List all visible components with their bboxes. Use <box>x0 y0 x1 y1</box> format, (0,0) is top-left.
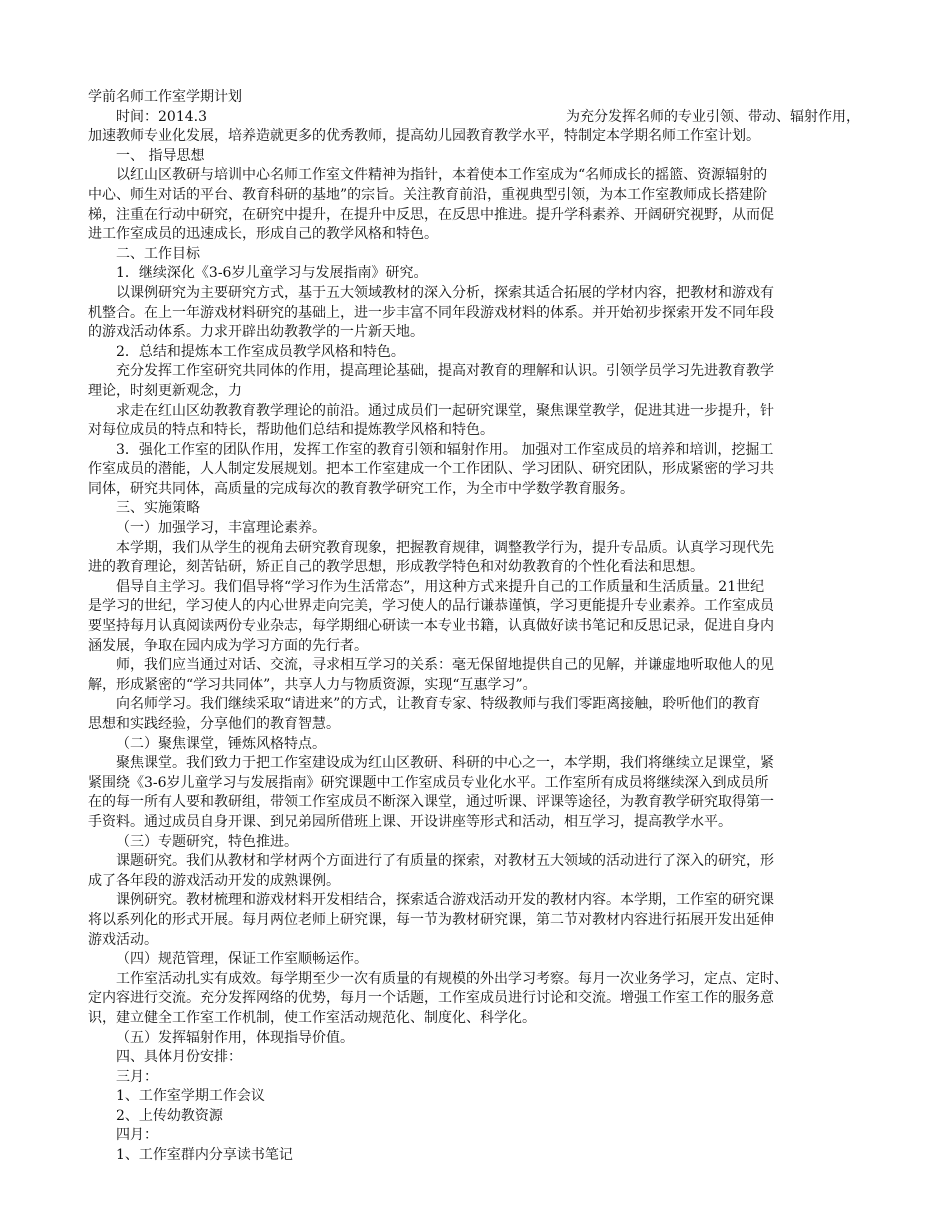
paragraph-line: 进的教育理论，刻苦钻研，矫正自己的教学思想，形成教学特色和对幼教教育的个性化看法和思想。 <box>88 559 704 576</box>
paragraph-line: 以课例研究为主要研究方式，基于五大领域教材的深入分析，探索其适合拓展的学材内容，把教材和游戏有 <box>116 284 774 301</box>
paragraph-line: 解，形成紧密的“学习共同体”，共享人力与物质资源，实现“互惠学习”。 <box>88 676 537 693</box>
paragraph-line: 求走在红山区幼教教育教学理论的前沿。通过成员们一起研究课堂，聚焦课堂教学，促进其进一步提升，针 <box>116 402 774 419</box>
paragraph-line: 倡导自主学习。我们倡导将“学习作为生活常态”，用这种方式来提升自己的工作质量和生活质量。21世纪 <box>116 578 765 595</box>
paragraph-line: 思想和实践经验，分享他们的教育智慧。 <box>88 716 340 732</box>
paragraph-line: 聚焦课堂。我们致力于把工作室建设成为红山区教研、科研的中心之一，本学期，我们将继续立足课堂，紧 <box>116 755 774 772</box>
paragraph-line: 课题研究。我们从教材和学材两个方面进行了有质量的探索，对教材五大领域的活动进行了深入的研究，形 <box>116 853 774 870</box>
strategy-heading-4: （四）规范管理，保证工作室顺畅运作。 <box>116 951 368 968</box>
section-heading-2: 二、工作目标 <box>116 245 200 262</box>
paragraph-line: 成了各年段的游戏活动开发的成熟课例。 <box>88 872 340 889</box>
list-item: 2、上传幼教资源 <box>116 1107 223 1124</box>
paragraph-line: 游戏活动。 <box>88 931 158 948</box>
strategy-heading-1: （一）加强学习，丰富理论素养。 <box>116 520 326 537</box>
paragraph-line: 将以系列化的形式开展。每月两位老师上研究课，每一节为教材研究课，第二节对教材内容进行拓展开发出延伸 <box>88 911 774 928</box>
paragraph-line: 对每位成员的特点和特长，帮助他们总结和提炼教学风格和特色。 <box>88 422 494 439</box>
section-heading-4: 四、具体月份安排： <box>116 1049 242 1066</box>
strategy-heading-5: （五）发挥辐射作用，体现指导价值。 <box>116 1029 354 1046</box>
list-item: 1、工作室学期工作会议 <box>116 1088 265 1105</box>
strategy-heading-2: （二）聚焦课堂，锤炼风格特点。 <box>116 735 326 752</box>
paragraph-line: 涵发展，争取在园内成为学习方面的先行者。 <box>88 637 368 654</box>
paragraph-line: 作室成员的潜能，人人制定发展规划。把本工作室建成一个工作团队、学习团队、研究团队，形成紧密的学习共 <box>88 461 774 478</box>
paragraph-line: 紧围绕《3-6岁儿童学习与发展指南》研究课题中工作室成员专业化水平。工作室所有成员将继续深入到成员所 <box>88 774 769 791</box>
section-heading-3: 三、实施策略 <box>116 500 200 517</box>
intro-line-2: 加速教师专业化发展，培养造就更多的优秀教师，提高幼儿园教育教学水平，特制定本学期名师工作室计划。 <box>88 128 760 145</box>
goal-heading-3: 3．强化工作室的团队作用，发挥工作室的教育引领和辐射作用。 加强对工作室成员的培养和培训，挖掘工 <box>116 441 774 458</box>
paragraph-line: 在的每一所有人要和教研组，带领工作室成员不断深入课堂，通过听课、评课等途径，为教育教学研究取得第一 <box>88 794 774 811</box>
paragraph-line: 手资料。通过成员自身开课、到兄弟园所借班上课、开设讲座等形式和活动，相互学习，提高教学水平。 <box>88 813 732 830</box>
section-heading-1: 一、 指导思想 <box>116 147 205 164</box>
paragraph-line: 是学习的世纪，学习使人的内心世界走向完美，学习使人的品行谦恭谨慎，学习更能提升专业素养。工作室成员 <box>88 598 774 615</box>
time-label: 时间：2014.3 <box>116 108 207 125</box>
goal-heading-2: 2．总结和提炼本工作室成员教学风格和特色。 <box>116 343 405 360</box>
paragraph-line: 机整合。在上一年游戏材料研究的基础上，进一步丰富不同年段游戏材料的体系。并开始初步探索开发不同年段 <box>88 304 774 321</box>
paragraph-line: 工作室活动扎实有成效。每学期至少一次有质量的有规模的外出学习考察。每月一次业务学习，定点、定时、 <box>116 970 788 987</box>
paragraph-line: 的游戏活动体系。力求开辟出幼教教学的一片新天地。 <box>88 324 424 341</box>
paragraph-line: 本学期，我们从学生的视角去研究教育现象，把握教育规律，调整教学行为，提升专品质。认真学习现代先 <box>116 539 774 556</box>
paragraph-line: 同体，研究共同体，高质量的完成每次的教育教学研究工作，为全市中学数学教育服务。 <box>88 480 634 497</box>
paragraph-line: 定内容进行交流。充分发挥网络的优势，每月一个话题，工作室成员进行讨论和交流。增强工作室工作的服务意 <box>88 990 774 1007</box>
paragraph-line: 中心、师生对话的平台、教育科研的基地”的宗旨。关注教育前沿，重视典型引领，为本工作室教师成长搭建阶 <box>88 186 768 203</box>
paragraph-line: 师，我们应当通过对话、交流，寻求相互学习的关系：毫无保留地提供自己的见解，并谦虚地听取他人的见 <box>116 657 774 674</box>
list-item: 1、工作室群内分享读书笔记 <box>116 1147 293 1164</box>
paragraph-line: 进工作室成员的迅速成长，形成自己的教学风格和特色。 <box>88 226 438 243</box>
paragraph-line: 以红山区教研与培训中心名师工作室文件精神为指针，本着使本工作室成为“名师成长的摇篮、资源辐射的 <box>116 167 768 184</box>
doc-title: 学前名师工作室学期计划 <box>88 89 242 105</box>
paragraph-line: 向名师学习。我们继续采取“请进来”的方式，让教育专家、特级教师与我们零距离接触，聆听他们的教育 <box>116 696 761 713</box>
paragraph-line: 梯，注重在行动中研究，在研究中提升，在提升中反思，在反思中推进。提升学科素养、开阔研究视野，从而促 <box>88 206 774 223</box>
month-march: 三月： <box>116 1068 158 1085</box>
paragraph-line: 理论，时刻更新观念，力 <box>88 382 242 399</box>
intro-line-1: 为充分发挥名师的专业引领、带动、辐射作用， <box>566 108 860 125</box>
paragraph-line: 充分发挥工作室研究共同体的作用，提高理论基础，提高对教育的理解和认识。引领学员学习先进教育教学 <box>116 363 774 380</box>
time-intro-line <box>88 108 860 128</box>
paragraph-line: 课例研究。教材梳理和游戏材料开发相结合，探索适合游戏活动开发的教材内容。本学期，工作室的研究课 <box>116 892 774 909</box>
paragraph-line: 要坚持每月认真阅读两份专业杂志，每学期细心研读一本专业书籍，认真做好读书笔记和反思记录，促进自身内 <box>88 618 774 635</box>
strategy-heading-3: （三）专题研究，特色推进。 <box>116 833 298 850</box>
goal-heading-1: 1．继续深化《3-6岁儿童学习与发展指南》研究。 <box>116 265 428 282</box>
paragraph-line: 识，建立健全工作室工作机制，使工作室活动规范化、制度化、科学化。 <box>88 1009 536 1026</box>
document-page <box>88 88 860 1166</box>
month-april: 四月： <box>116 1127 158 1144</box>
